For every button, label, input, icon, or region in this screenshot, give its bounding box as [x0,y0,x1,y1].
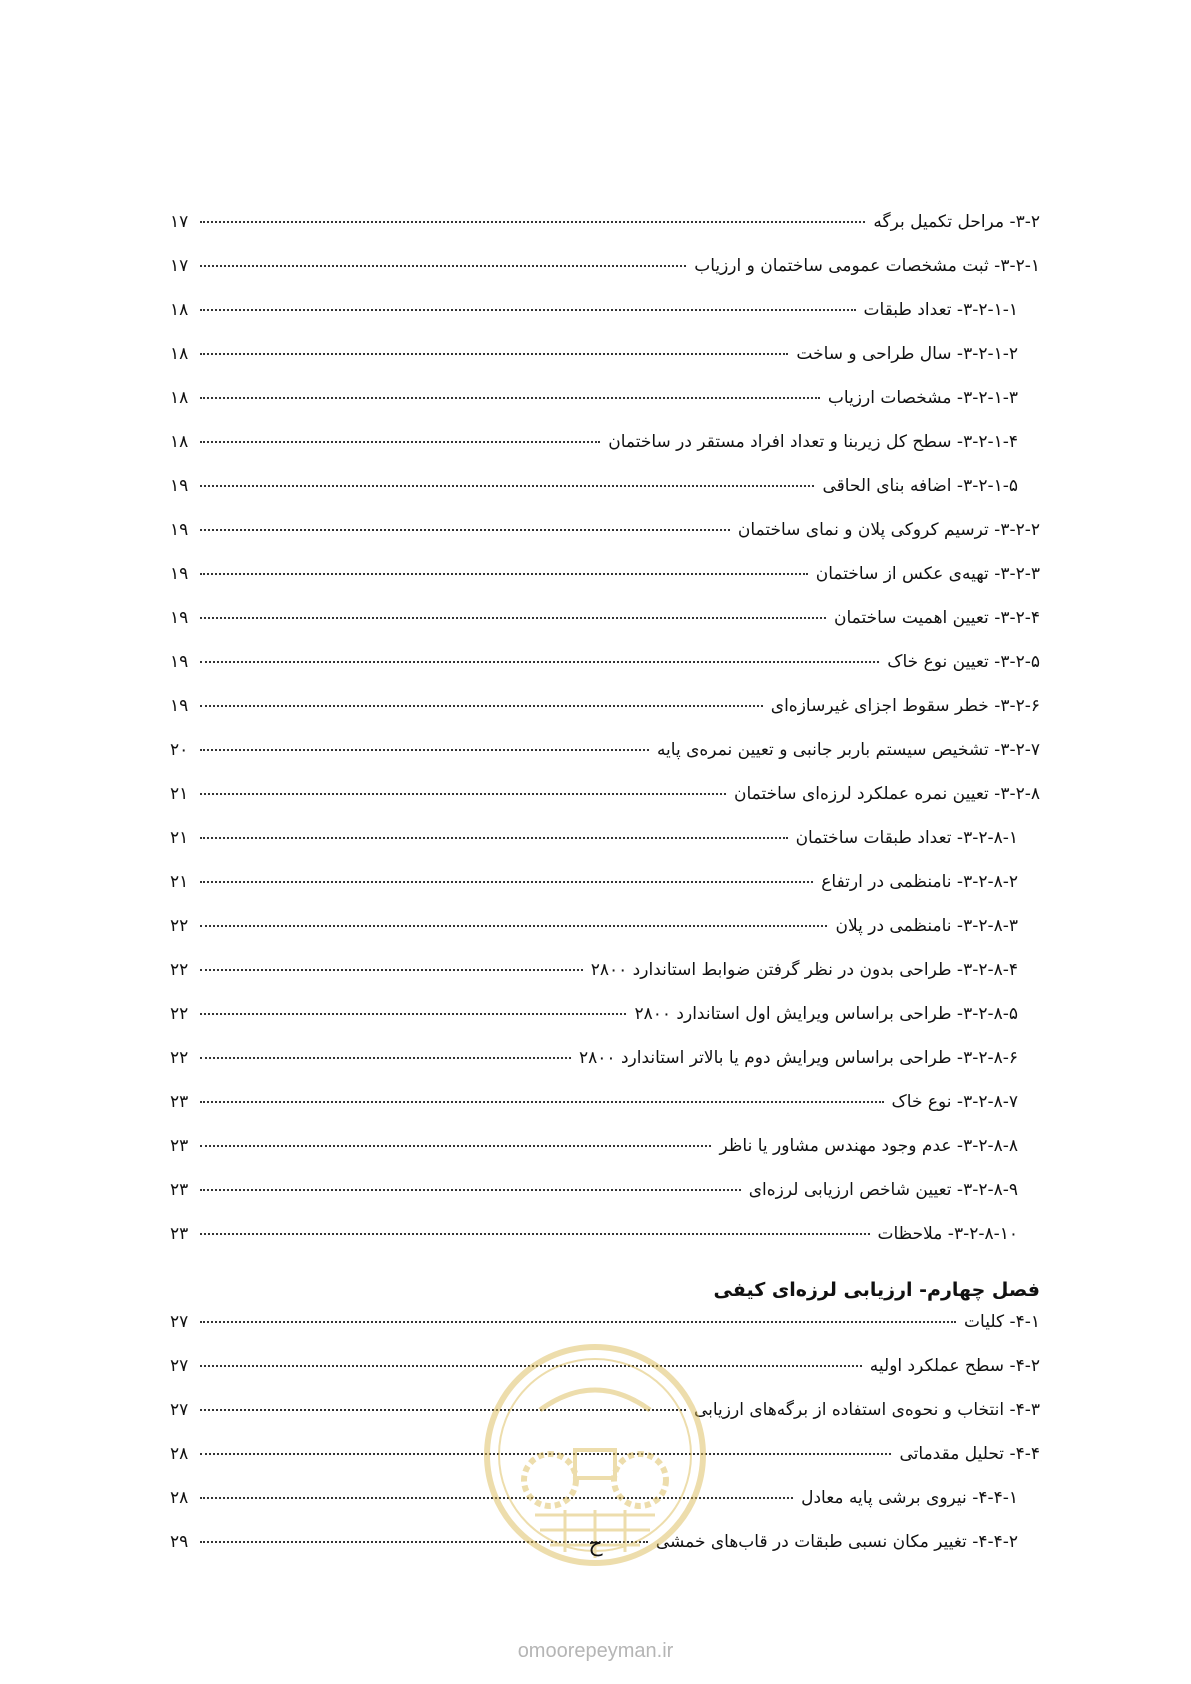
toc-entry [170,564,1040,608]
toc-entry-label: ۳-۲-۸-۳- نامنظمی در پلان [835,916,1018,936]
toc-entry-page: ۲۳ [170,1136,189,1156]
toc-entry-page: ۱۸ [170,344,189,364]
dotted-leader [200,836,788,839]
dotted-leader [200,880,813,883]
toc-entry-label: ۳-۲-۸- تعیین نمره عملکرد لرزه‌ای ساختمان [733,784,1040,804]
dotted-leader [200,484,814,487]
dotted-leader [200,396,820,399]
toc-entry [170,1180,1040,1224]
toc-entry-label: ۳-۲-۸-۸- عدم وجود مهندس مشاور یا ناظر [719,1136,1018,1156]
website-watermark: omoorepeyman.ir [517,1640,674,1662]
toc-entry-page: ۱۸ [170,388,189,408]
toc-entry-page: ۲۲ [170,1048,189,1068]
toc-entry-label: ۳-۲-۱- ثبت مشخصات عمومی ساختمان و ارزیاب [694,256,1040,276]
toc-entry-page: ۱۸ [170,300,189,320]
toc-entry-page: ۲۱ [170,828,189,848]
toc-entry-page: ۱۹ [170,520,189,540]
toc-entry-page: ۲۱ [170,784,189,804]
toc-entry-label: ۳-۲-۸-۴- طراحی بدون در نظر گرفتن ضوابط استاندارد ۲۸۰۰ [590,960,1018,980]
dotted-leader [200,748,649,751]
toc-entry-label: ۴-۱- کلیات [964,1312,1040,1332]
dotted-leader [200,968,583,971]
toc-entry-page: ۱۹ [170,652,189,672]
toc-entry [170,1092,1040,1136]
toc-entry-page: ۲۳ [170,1180,189,1200]
toc-entry [170,212,1040,256]
dotted-leader [200,572,808,575]
toc-entry [170,652,1040,696]
dotted-leader [200,792,726,795]
toc-entry-label: ۳-۲-۴- تعیین اهمیت ساختمان [833,608,1040,628]
toc-entry-label: ۳-۲-۸-۱۰- ملاحظات [877,1224,1018,1244]
toc-entry-label: ۴-۴- تحلیل مقدماتی [899,1444,1040,1464]
dotted-leader [200,1144,711,1147]
toc-entry-page: ۲۷ [170,1312,189,1332]
toc-entry-page: ۱۸ [170,432,189,452]
toc-entry-label: ۳-۲-۸-۹- تعیین شاخص ارزیابی لرزه‌ای [748,1180,1018,1200]
dotted-leader [200,1320,956,1323]
dotted-leader [200,352,788,355]
toc-entry-page: ۲۹ [170,1532,189,1552]
dotted-leader [200,1232,870,1235]
toc-entry-page: ۲۳ [170,1092,189,1112]
toc-entry-label: ۳-۲-۱-۱- تعداد طبقات [863,300,1018,320]
toc-entry [170,520,1040,564]
toc-entry-page: ۱۷ [170,256,189,276]
toc-entry [170,1136,1040,1180]
toc-entry-label: ۳-۲-۸-۲- نامنظمی در ارتفاع [821,872,1018,892]
toc-entry [170,916,1040,960]
toc-entry-label: ۳-۲-۸-۶- طراحی براساس ویرایش دوم یا بالاتر استاندارد ۲۸۰۰ [579,1048,1018,1068]
toc-entry-label: ۳-۲-۱-۵- اضافه بنای الحاقی [822,476,1018,496]
toc-entry [170,432,1040,476]
toc-entry [170,828,1040,872]
toc-entry-page: ۲۸ [170,1488,189,1508]
toc-entry-label: ۳-۲-۳- تهیه‌ی عکس از ساختمان [815,564,1040,584]
toc-entry [170,696,1040,740]
dotted-leader [200,1100,884,1103]
toc-entry-page: ۱۹ [170,608,189,628]
toc-entry [170,300,1040,344]
toc-entry-label: ۳-۲-۷- تشخیص سیستم باربر جانبی و تعیین نمره‌ی پایه [656,740,1040,760]
toc-entry-label: ۳-۲- مراحل تکمیل برگه [873,212,1040,232]
toc-entry-label: ۳-۲-۵- تعیین نوع خاک [887,652,1040,672]
toc-entry-label: ۴-۴-۱- نیروی برشی پایه معادل [801,1488,1018,1508]
toc-entry [170,872,1040,916]
dotted-leader [200,528,730,531]
toc-entry-label: ۳-۲-۸-۵- طراحی براساس ویرایش اول استاندارد ۲۸۰۰ [634,1004,1018,1024]
toc-entry-page: ۲۷ [170,1356,189,1376]
toc-entry-page: ۱۹ [170,564,189,584]
toc-entry [170,344,1040,388]
toc-entry-label: ۳-۲-۶- خطر سقوط اجزای غیرسازه‌ای [770,696,1040,716]
toc-entry [170,1004,1040,1048]
toc-entry-label: ۴-۳- انتخاب و نحوه‌ی استفاده از برگه‌های ارزیابی [693,1400,1040,1420]
dotted-leader [200,616,826,619]
toc-entry-label: ۳-۲-۸-۱- تعداد طبقات ساختمان [795,828,1018,848]
toc-entry-page: ۲۳ [170,1224,189,1244]
toc-entry-page: ۲۷ [170,1400,189,1420]
dotted-leader [200,924,827,927]
toc-entry-page: ۱۷ [170,212,189,232]
toc-entry-label: ۳-۲-۲- ترسیم کروکی پلان و نمای ساختمان [737,520,1040,540]
toc-entry [170,1048,1040,1092]
dotted-leader [200,264,686,267]
dotted-leader [200,1012,626,1015]
toc-entry-label: ۳-۲-۱-۲- سال طراحی و ساخت [796,344,1018,364]
toc-entry-page: ۲۰ [170,740,189,760]
toc-entry [170,388,1040,432]
toc-entry-label: ۳-۲-۸-۷- نوع خاک [891,1092,1018,1112]
dotted-leader [200,704,763,707]
toc-entry-label: ۳-۲-۱-۴- سطح کل زیربنا و تعداد افراد مستقر در ساختمان [608,432,1018,452]
toc-entry-label: ۴-۲- سطح عملکرد اولیه [869,1356,1040,1376]
toc-entry [170,740,1040,784]
toc-entry-label: ۴-۴-۲- تغییر مکان نسبی طبقات در قاب‌های خمشی [655,1532,1018,1552]
toc-entry-page: ۲۸ [170,1444,189,1464]
toc-entry-page: ۲۲ [170,1004,189,1024]
toc-entry-page: ۱۹ [170,476,189,496]
dotted-leader [200,440,600,443]
toc-entry-page: ۲۲ [170,960,189,980]
dotted-leader [200,308,856,311]
page-number: ح [588,1532,603,1557]
toc-entry-page: ۲۲ [170,916,189,936]
toc-entry [170,256,1040,300]
toc-entry [170,1224,1040,1268]
dotted-leader [200,220,865,223]
dotted-leader [200,1188,741,1191]
dotted-leader [200,1056,571,1059]
toc-entry [170,960,1040,1004]
toc-entry [170,608,1040,652]
chapter-heading: فصل چهارم- ارزیابی لرزه‌ای کیفی [713,1279,1040,1301]
toc-entry-page: ۲۱ [170,872,189,892]
toc-entry-label: ۳-۲-۱-۳- مشخصات ارزیاب [827,388,1018,408]
toc-entry [170,476,1040,520]
dotted-leader [200,660,879,663]
toc-entry-page: ۱۹ [170,696,189,716]
toc-entry [170,784,1040,828]
